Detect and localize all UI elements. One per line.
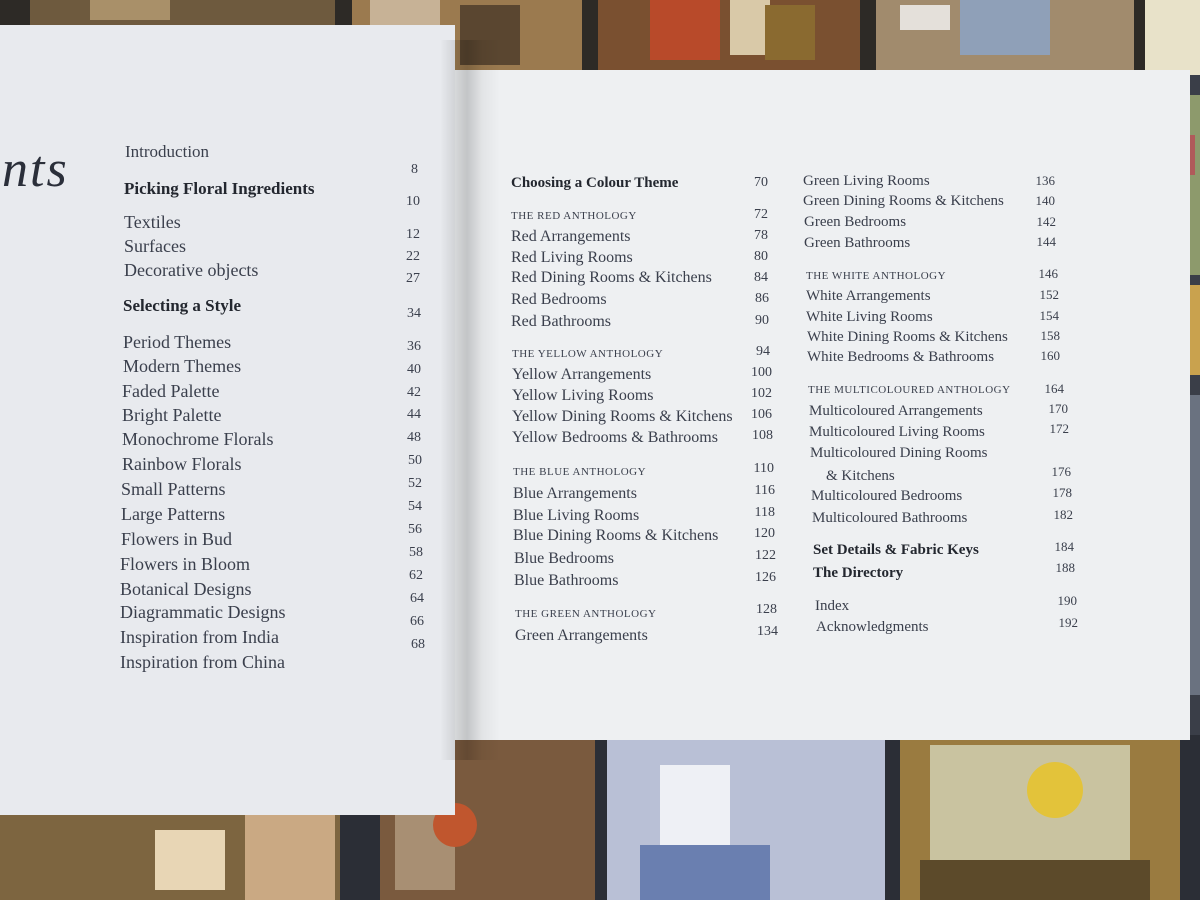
page-number: 176 bbox=[1051, 464, 1071, 479]
toc-item-yellow-living-rooms: Yellow Living Rooms bbox=[512, 387, 654, 404]
page-number: 68 bbox=[411, 637, 425, 652]
toc-item-white-living-rooms: White Living Rooms bbox=[806, 309, 933, 325]
page-number: 142 bbox=[1036, 214, 1056, 229]
toc-anthology-white: THE WHITE ANTHOLOGY bbox=[806, 270, 947, 282]
page-number: 192 bbox=[1058, 615, 1078, 630]
toc-item-green-bedrooms: Green Bedrooms bbox=[804, 214, 907, 230]
contents-title-fragment: nts bbox=[2, 141, 69, 198]
page-number: 122 bbox=[755, 548, 776, 563]
toc-anthology-green: THE GREEN ANTHOLOGY bbox=[515, 608, 657, 620]
page-number: 102 bbox=[751, 386, 772, 401]
page-number: 100 bbox=[751, 365, 772, 380]
toc-item-diagrammatic-designs: Diagrammatic Designs bbox=[120, 602, 286, 622]
toc-anthology-yellow: THE YELLOW ANTHOLOGY bbox=[512, 348, 664, 360]
page-number: 158 bbox=[1040, 328, 1060, 343]
page-number: 42 bbox=[407, 385, 421, 400]
page-number: 72 bbox=[754, 207, 768, 222]
toc-item-multicoloured-arrangements: Multicoloured Arrangements bbox=[809, 403, 983, 419]
page-number: 172 bbox=[1049, 421, 1069, 436]
toc-item-white-dining-rooms-kitchens: White Dining Rooms & Kitchens bbox=[807, 329, 1008, 345]
page-number: 154 bbox=[1039, 308, 1059, 323]
toc-item-flowers-in-bloom: Flowers in Bloom bbox=[120, 554, 251, 574]
toc-anthology-blue: THE BLUE ANTHOLOGY bbox=[513, 466, 647, 478]
page-number: 184 bbox=[1054, 539, 1074, 554]
page-number: 34 bbox=[407, 306, 421, 321]
toc-item-red-bathrooms: Red Bathrooms bbox=[511, 313, 611, 330]
toc-item-index: Index bbox=[815, 598, 850, 614]
page-number: 90 bbox=[755, 313, 769, 328]
toc-item-white-bedrooms-bathrooms: White Bedrooms & Bathrooms bbox=[807, 349, 995, 365]
page-number: 40 bbox=[407, 362, 421, 377]
page-number: 12 bbox=[406, 227, 420, 242]
toc-item-decorative-objects: Decorative objects bbox=[124, 260, 259, 280]
toc-item-green-arrangements: Green Arrangements bbox=[515, 627, 648, 644]
toc-section-set-details-fabric-keys: Set Details & Fabric Keys bbox=[813, 542, 979, 558]
page-number: 140 bbox=[1035, 193, 1055, 208]
toc-section-the-directory: The Directory bbox=[813, 565, 904, 581]
toc-item-flowers-in-bud: Flowers in Bud bbox=[121, 529, 233, 549]
toc-item-blue-dining-rooms-kitchens: Blue Dining Rooms & Kitchens bbox=[513, 527, 719, 544]
page-number: 178 bbox=[1052, 485, 1072, 500]
toc-item-red-arrangements: Red Arrangements bbox=[511, 228, 631, 245]
toc-anthology-red: THE RED ANTHOLOGY bbox=[511, 210, 637, 222]
toc-item-small-patterns: Small Patterns bbox=[121, 479, 226, 499]
toc-item-multicoloured-bathrooms: Multicoloured Bathrooms bbox=[812, 510, 968, 526]
page-number: 170 bbox=[1048, 401, 1068, 416]
toc-item-rainbow-florals: Rainbow Florals bbox=[122, 454, 242, 474]
page-number: 62 bbox=[409, 568, 423, 583]
page-number: 56 bbox=[408, 522, 422, 537]
page-number: 94 bbox=[756, 344, 770, 359]
toc-item-surfaces: Surfaces bbox=[124, 236, 186, 256]
page-number: 36 bbox=[407, 339, 421, 354]
toc-item-textiles: Textiles bbox=[124, 212, 181, 232]
page-number: 136 bbox=[1035, 173, 1055, 188]
page-number: 52 bbox=[408, 476, 422, 491]
page-number: 146 bbox=[1038, 266, 1058, 281]
page-number: 70 bbox=[754, 175, 768, 190]
page-number: 144 bbox=[1036, 234, 1056, 249]
page-number: 27 bbox=[406, 271, 420, 286]
page-number: 118 bbox=[754, 505, 775, 520]
page-number: 8 bbox=[411, 162, 418, 177]
page-number: 106 bbox=[751, 407, 772, 422]
page-number: 54 bbox=[408, 499, 422, 514]
toc-item-green-dining-rooms-kitchens: Green Dining Rooms & Kitchens bbox=[803, 193, 1004, 209]
toc-item-period-themes: Period Themes bbox=[123, 332, 232, 352]
toc-item-red-bedrooms: Red Bedrooms bbox=[511, 291, 607, 308]
page-number: 152 bbox=[1039, 287, 1059, 302]
toc-item-modern-themes: Modern Themes bbox=[123, 356, 242, 376]
toc-item-acknowledgments: Acknowledgments bbox=[816, 619, 929, 635]
toc-anthology-multicoloured: THE MULTICOLOURED ANTHOLOGY bbox=[808, 384, 1011, 396]
page-number: 188 bbox=[1055, 560, 1075, 575]
toc-item-blue-living-rooms: Blue Living Rooms bbox=[513, 507, 640, 524]
page-number: 80 bbox=[754, 249, 768, 264]
toc-item-green-living-rooms: Green Living Rooms bbox=[803, 173, 930, 189]
page-number: 44 bbox=[407, 407, 421, 422]
book-gutter bbox=[440, 40, 500, 760]
page-number: 128 bbox=[756, 602, 777, 617]
toc-item-red-living-rooms: Red Living Rooms bbox=[511, 249, 633, 266]
page-number: 84 bbox=[754, 270, 768, 285]
toc-item-multicoloured-bedrooms: Multicoloured Bedrooms bbox=[811, 488, 963, 504]
toc-item-introduction: Introduction bbox=[125, 142, 210, 161]
page-number: 120 bbox=[754, 526, 775, 541]
toc-item-multicoloured-living-rooms: Multicoloured Living Rooms bbox=[809, 424, 985, 440]
toc-item-inspiration-from-china: Inspiration from China bbox=[120, 652, 285, 672]
toc-item-blue-bathrooms: Blue Bathrooms bbox=[514, 572, 619, 589]
toc-item-and-kitchens: & Kitchens bbox=[826, 468, 895, 484]
page-number: 190 bbox=[1057, 593, 1077, 608]
page-number: 10 bbox=[406, 194, 420, 209]
page-number: 126 bbox=[755, 570, 776, 585]
page-number: 182 bbox=[1053, 507, 1073, 522]
page-number: 108 bbox=[752, 428, 773, 443]
page-number: 66 bbox=[410, 614, 424, 629]
toc-section-selecting-a-style: Selecting a Style bbox=[123, 296, 242, 315]
page-number: 22 bbox=[406, 249, 420, 264]
page-number: 78 bbox=[754, 228, 768, 243]
toc-item-inspiration-from-india: Inspiration from India bbox=[120, 627, 279, 647]
toc-item-large-patterns: Large Patterns bbox=[121, 504, 226, 524]
toc-item-multicoloured-dining-rooms: Multicoloured Dining Rooms bbox=[810, 445, 988, 461]
toc-item-botanical-designs: Botanical Designs bbox=[120, 579, 252, 599]
toc-item-red-dining-rooms-kitchens: Red Dining Rooms & Kitchens bbox=[511, 269, 712, 286]
toc-section-choosing-a-colour-theme: Choosing a Colour Theme bbox=[511, 175, 679, 191]
page-number: 164 bbox=[1044, 381, 1064, 396]
page-number: 64 bbox=[410, 591, 424, 606]
toc-item-blue-bedrooms: Blue Bedrooms bbox=[514, 550, 614, 567]
toc-item-monochrome-florals: Monochrome Florals bbox=[122, 429, 274, 449]
page-number: 160 bbox=[1040, 348, 1060, 363]
page-number: 134 bbox=[757, 624, 778, 639]
toc-item-bright-palette: Bright Palette bbox=[122, 405, 222, 425]
toc-item-yellow-dining-rooms-kitchens: Yellow Dining Rooms & Kitchens bbox=[512, 408, 733, 425]
toc-item-white-arrangements: White Arrangements bbox=[806, 288, 931, 304]
page-number: 58 bbox=[409, 545, 423, 560]
page-number: 48 bbox=[407, 430, 421, 445]
toc-item-faded-palette: Faded Palette bbox=[122, 381, 220, 401]
toc-item-yellow-bedrooms-bathrooms: Yellow Bedrooms & Bathrooms bbox=[512, 429, 718, 446]
page-number: 86 bbox=[755, 291, 769, 306]
toc-section-picking-floral-ingredients: Picking Floral Ingredients bbox=[124, 179, 315, 198]
page-number: 116 bbox=[754, 483, 775, 498]
page-number: 110 bbox=[753, 461, 774, 476]
page-number: 50 bbox=[408, 453, 422, 468]
toc-item-blue-arrangements: Blue Arrangements bbox=[513, 485, 637, 502]
toc-item-green-bathrooms: Green Bathrooms bbox=[804, 235, 911, 251]
toc-item-yellow-arrangements: Yellow Arrangements bbox=[512, 366, 652, 383]
